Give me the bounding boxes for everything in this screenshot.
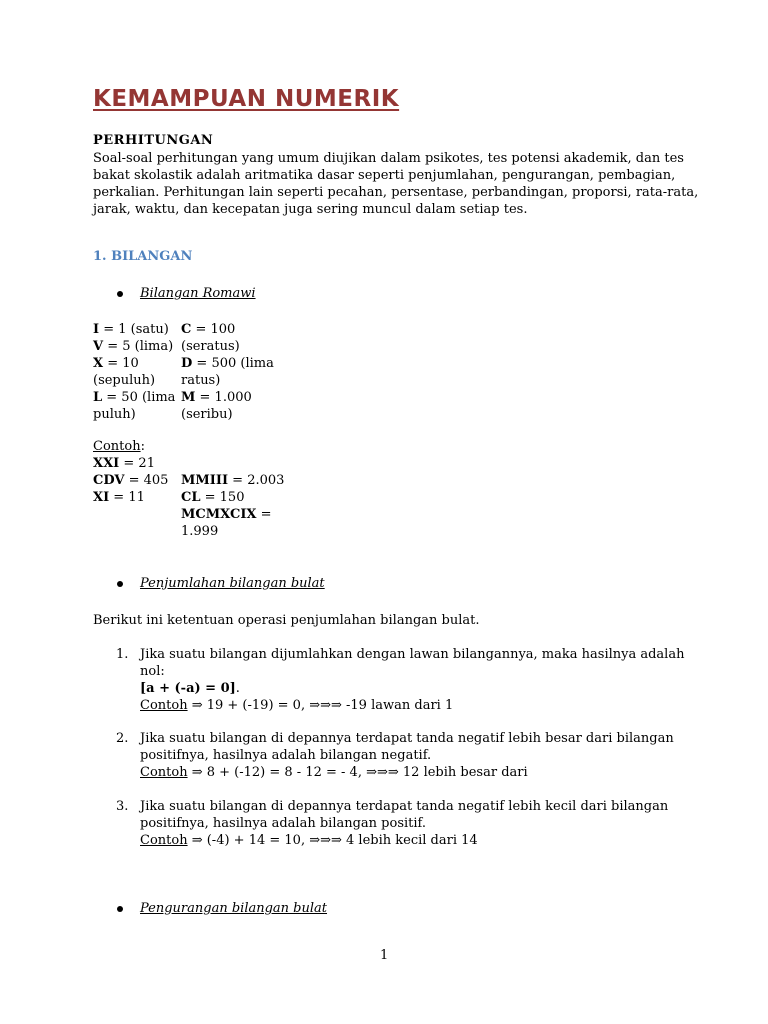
example-entry: 1.999: [181, 524, 219, 539]
example-entry: MMIII = 2.003: [181, 473, 285, 488]
example-entry: MCMXCIX =: [181, 507, 272, 522]
intro-line: jarak, waktu, dan kecepatan juga sering muncul dalam setiap tes.: [93, 202, 528, 217]
roman-entry: X = 10: [93, 356, 139, 371]
rule-example: Contoh ⇒ 8 + (-12) = 8 - 12 = - 4, ⇒⇒⇒ 12 lebih besar dari: [140, 765, 528, 780]
bullet-label: Penjumlahan bilangan bulat: [140, 576, 325, 591]
bullet-icon: [117, 581, 123, 587]
intro-paragraph: [93, 150, 699, 218]
roman-entry: I = 1 (satu): [93, 322, 169, 337]
bullet-label: Bilangan Romawi: [140, 286, 256, 301]
roman-entry: ratus): [181, 373, 221, 388]
subheading: PERHITUNGAN: [93, 133, 214, 148]
roman-entry: (seratus): [181, 339, 240, 354]
examples-left-column: [93, 438, 168, 506]
rule-body: Jika suatu bilangan di depannya terdapat tanda negatif lebih besar dari bilangan positifnya, hasilnya adalah bilangan negatif. Contoh ⇒ 8 + (-12) = 8 - 12 = - 4, ⇒⇒⇒ 12 lebih besar dari: [140, 731, 674, 780]
rule-formula: [a + (-a) = 0].: [140, 681, 240, 696]
roman-entry: C = 100: [181, 322, 236, 337]
roman-entry: (seribu): [181, 407, 233, 422]
example-entry: CL = 150: [181, 490, 245, 505]
contoh-label: Contoh:: [93, 439, 145, 454]
roman-entry: D = 500 (lima: [181, 356, 274, 371]
bullet-icon: [117, 291, 123, 297]
example-entry: CDV = 405: [93, 473, 169, 488]
rule-number: 1.: [116, 647, 129, 662]
rule-example: Contoh ⇒ 19 + (-19) = 0, ⇒⇒⇒ -19 lawan dari 1: [140, 698, 454, 713]
roman-entry: V = 5 (lima): [93, 339, 174, 354]
example-entry: XXI = 21: [93, 456, 155, 471]
bullet-label: Pengurangan bilangan bulat: [140, 901, 328, 916]
intro-line: bakat skolastik adalah aritmatika dasar seperti penjumlahan, pengurangan, pembagian,: [93, 168, 676, 183]
intro-line: Soal-soal perhitungan yang umum diujikan dalam psikotes, tes potensi akademik, dan tes: [93, 151, 684, 166]
example-entry: XI = 11: [93, 490, 145, 505]
roman-left-column: [93, 321, 175, 423]
section-heading: 1. BILANGAN: [93, 249, 193, 264]
roman-entry: puluh): [93, 407, 136, 422]
rule-body: Jika suatu bilangan di depannya terdapat tanda negatif lebih kecil dari bilangan positifnya, hasilnya adalah bilangan positif. Contoh ⇒ (-4) + 14 = 10, ⇒⇒⇒ 4 lebih kecil dari 14: [140, 799, 669, 848]
page-number: 1: [380, 948, 389, 963]
intro-line: perkalian. Perhitungan lain seperti pecahan, persentase, perbandingan, proporsi, rata-rata,: [93, 185, 699, 200]
roman-entry: (sepuluh): [93, 373, 156, 388]
rule-example: Contoh ⇒ (-4) + 14 = 10, ⇒⇒⇒ 4 lebih kecil dari 14: [140, 833, 478, 848]
penjumlahan-intro: Berikut ini ketentuan operasi penjumlahan bilangan bulat.: [93, 613, 480, 628]
rule-number: 2.: [116, 731, 129, 746]
rule-body: Jika suatu bilangan dijumlahkan dengan lawan bilangannya, maka hasilnya adalah nol: [a + (-a) = 0]. Contoh ⇒ 19 + (-19) = 0, ⇒⇒⇒ -19 lawan dari 1: [140, 647, 685, 713]
roman-right-column: [181, 321, 274, 423]
roman-entry: M = 1.000: [181, 390, 252, 405]
bullet-icon: [117, 906, 123, 912]
page-title: KEMAMPUAN NUMERIK: [93, 86, 400, 112]
rule-number: 3.: [116, 799, 129, 814]
examples-right-column: [181, 472, 284, 540]
roman-entry: L = 50 (lima: [93, 390, 176, 405]
